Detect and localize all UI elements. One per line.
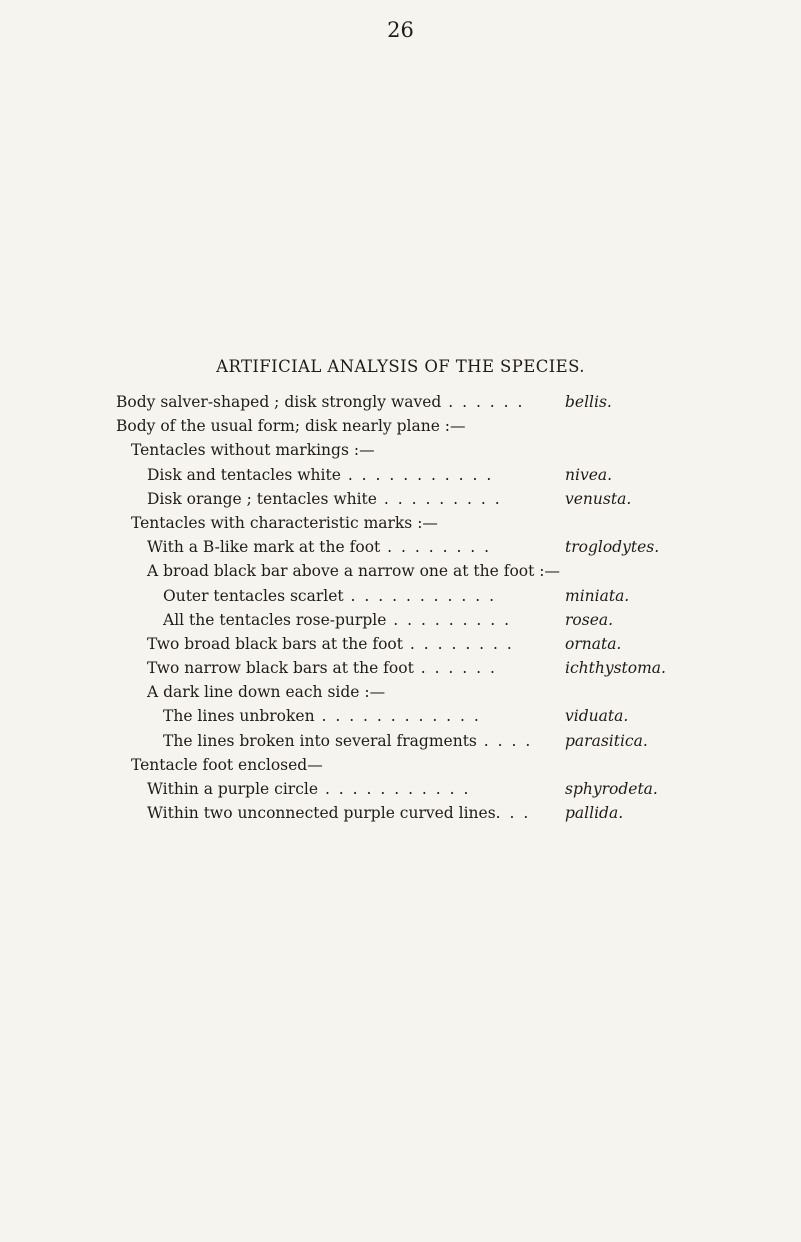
key-row — [116, 608, 691, 632]
key-row — [116, 438, 691, 462]
key-row-text: The lines unbroken — [163, 707, 315, 726]
key-row — [116, 511, 691, 535]
dot-leader: . . . . . . . . . . . — [340, 465, 494, 484]
species-name: viduata. — [565, 707, 629, 726]
dot-leader: . . . . . . — [413, 659, 497, 678]
dot-leader: . . . — [495, 804, 531, 823]
key-row-text: With a B-like mark at the foot — [147, 538, 381, 557]
key-row-text: Disk orange ; tentacles white — [147, 489, 377, 508]
key-row-text: A dark line down each side :— — [147, 683, 386, 702]
key-row-text: A broad black bar above a narrow one at the foot :— — [147, 562, 560, 581]
key-row-text: The lines broken into several fragments — [163, 731, 477, 750]
key-row — [116, 535, 691, 559]
species-name: nivea. — [565, 465, 613, 484]
species-name: parasitica. — [565, 731, 648, 750]
dot-leader: . . . . . . . . — [380, 538, 492, 557]
key-row — [116, 801, 691, 825]
key-row — [116, 463, 691, 487]
key-row-text: Tentacle foot enclosed— — [131, 755, 323, 774]
key-row-text: Two broad black bars at the foot — [147, 634, 403, 653]
species-name: miniata. — [565, 586, 630, 605]
species-key — [116, 390, 691, 825]
dot-leader: . . . . . . . . . — [386, 610, 512, 629]
key-row — [116, 632, 691, 656]
key-row-text: Within a purple circle — [147, 780, 319, 798]
dot-leader: . . . . . . — [441, 393, 525, 411]
key-row — [116, 729, 691, 753]
key-row-text: Tentacles without markings :— — [131, 441, 375, 460]
page-number: 26 — [387, 18, 414, 42]
key-row-text: Within two unconnected purple curved lines — [147, 804, 496, 823]
dot-leader: . . . . . . . . . . . — [343, 586, 497, 605]
species-name: troglodytes. — [565, 538, 660, 557]
species-name: venusta. — [565, 489, 632, 508]
key-row — [116, 559, 691, 583]
key-row — [116, 390, 691, 414]
species-name: ornata. — [565, 634, 622, 653]
dot-leader: . . . . . . . . . — [376, 489, 502, 508]
key-row-text: Tentacles with characteristic marks :— — [131, 513, 438, 532]
key-row — [116, 414, 691, 438]
key-row — [116, 487, 691, 511]
species-name: ichthystoma. — [565, 659, 666, 678]
dot-leader: . . . . . . . . . . . . — [314, 707, 481, 726]
key-row-text: Body salver-shaped ; disk strongly waved — [116, 393, 442, 411]
key-row — [116, 777, 691, 801]
key-row — [116, 753, 691, 777]
key-row — [116, 680, 691, 704]
key-row — [116, 704, 691, 728]
key-row-text: All the tentacles rose-purple — [163, 610, 387, 629]
key-row-text: Body of the usual form; disk nearly plane :— — [116, 417, 466, 436]
page-heading: ARTIFICIAL ANALYSIS OF THE SPECIES. — [216, 357, 585, 376]
dot-leader: . . . . . . . . . . . — [318, 780, 471, 798]
dot-leader: . . . . — [476, 731, 533, 750]
species-name: sphyrodeta. — [565, 780, 658, 798]
key-row-text: Disk and tentacles white — [147, 465, 341, 484]
key-row — [116, 656, 691, 680]
key-row-text: Two narrow black bars at the foot — [147, 659, 414, 678]
key-row — [116, 584, 691, 608]
dot-leader: . . . . . . . . — [402, 634, 514, 653]
species-name: bellis. — [565, 393, 612, 411]
species-name: rosea. — [565, 610, 614, 629]
key-row-text: Outer tentacles scarlet — [163, 586, 344, 605]
species-name: pallida. — [565, 804, 624, 823]
